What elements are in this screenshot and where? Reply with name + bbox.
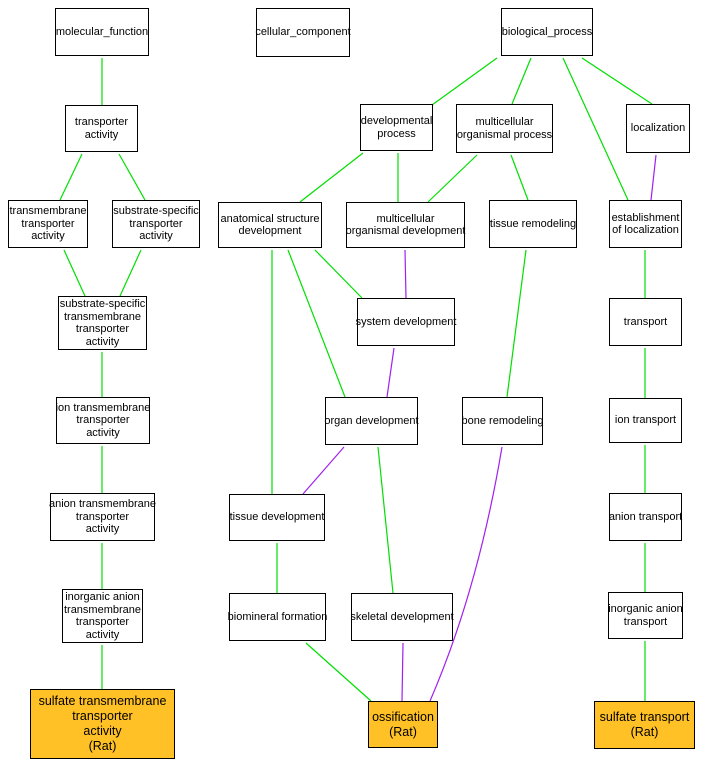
node-label-line: (Rat) xyxy=(389,724,417,739)
node-label-line: ion transmembrane xyxy=(55,401,151,414)
node-label-line: transporter xyxy=(72,709,133,723)
node-label-line: transmembrane xyxy=(63,603,142,616)
node-skeletal-development[interactable] xyxy=(351,593,453,641)
node-label-line: transporter xyxy=(129,217,183,230)
node-sulfate-transport[interactable] xyxy=(594,701,695,749)
node-sulfate-transmembrane-transporter-activity[interactable] xyxy=(30,689,175,759)
node-label-line: activity xyxy=(85,628,120,641)
node-label-line: multicellular xyxy=(475,116,534,128)
node-label-line: anatomical structure xyxy=(220,212,320,225)
edge-substrate-specific-transmembrane-transporter-activity-to-substrate-specific-transporter-activity xyxy=(120,250,141,296)
edge-establishment-of-localization-to-biological-process xyxy=(563,58,628,200)
node-label-line: anion transmembrane xyxy=(49,498,157,511)
node-inorganic-anion-transport[interactable] xyxy=(608,592,683,639)
node-tissue-development[interactable] xyxy=(229,494,325,541)
node-anatomical-structure-development[interactable] xyxy=(218,202,322,248)
node-label-line: activity xyxy=(139,230,173,243)
node-label-line: transmembrane xyxy=(63,310,142,323)
node-label-line: skeletal development xyxy=(350,610,454,623)
node-label-line: transmembrane xyxy=(9,205,87,218)
node-anion-transmembrane-transporter-activity[interactable] xyxy=(50,493,155,541)
node-developmental-process[interactable] xyxy=(360,104,433,151)
node-label-line: system development xyxy=(355,315,457,328)
node-ion-transport[interactable] xyxy=(609,398,682,443)
node-label-line: activity xyxy=(31,230,65,243)
edge-ossification-to-bone-remodeling xyxy=(430,447,502,701)
node-label-line: sulfate transport xyxy=(599,710,690,724)
node-label-line: transporter xyxy=(75,510,130,523)
edge-establishment-of-localization-to-localization xyxy=(651,155,656,200)
node-label-line: transporter xyxy=(21,217,75,230)
node-label-line: inorganic anion xyxy=(65,591,140,603)
node-label-line: activity xyxy=(84,128,119,141)
node-label-line: sulfate transmembrane xyxy=(38,694,167,708)
node-label-line: establishment xyxy=(611,211,680,224)
node-label-line: transport xyxy=(623,615,668,628)
node-transport[interactable] xyxy=(609,298,682,346)
edge-anatomical-structure-development-to-developmental-process xyxy=(300,153,363,202)
edge-substrate-specific-transporter-activity-to-transporter-activity xyxy=(119,154,145,200)
node-biological-process[interactable] xyxy=(501,8,593,56)
node-biomineral-formation[interactable] xyxy=(229,593,326,641)
node-label-line: transporter xyxy=(74,116,129,128)
node-label-line: transporter xyxy=(76,414,130,427)
node-multicellular-organismal-process[interactable] xyxy=(456,104,553,153)
node-molecular-function[interactable] xyxy=(55,8,149,56)
edge-transmembrane-transporter-activity-to-transporter-activity xyxy=(60,154,82,200)
node-label-line: ossification xyxy=(372,709,434,724)
node-label-line: organismal development xyxy=(345,225,466,237)
node-label-line: activity xyxy=(86,426,120,439)
node-label-line: transport xyxy=(623,315,668,328)
node-label-line: cellular_component xyxy=(255,26,351,39)
node-label-line: activity xyxy=(85,523,120,536)
node-label-line: anion transport xyxy=(608,510,683,523)
node-transporter-activity[interactable] xyxy=(65,105,138,152)
edge-localization-to-biological-process xyxy=(582,58,652,104)
node-label-line: (Rat) xyxy=(630,725,659,739)
node-substrate-specific-transporter-activity[interactable] xyxy=(112,200,200,248)
node-label-line: transporter xyxy=(75,323,130,335)
edge-ossification-to-skeletal-development xyxy=(402,643,403,701)
node-tissue-remodeling[interactable] xyxy=(489,200,577,248)
node-cellular-component[interactable] xyxy=(256,8,350,57)
node-label-line: bone remodeling xyxy=(461,414,544,427)
node-label-line: developmental xyxy=(360,115,433,127)
node-organ-development[interactable] xyxy=(325,397,418,445)
node-label-line: organismal process xyxy=(456,128,553,141)
node-inorganic-anion-transmembrane-transporter-activity[interactable] xyxy=(62,589,143,643)
node-label-line: biomineral formation xyxy=(227,610,328,623)
node-label-line: process xyxy=(377,127,416,140)
node-multicellular-organismal-development[interactable] xyxy=(346,202,465,248)
node-label-line: ion transport xyxy=(614,414,677,427)
node-label-line: activity xyxy=(83,724,122,738)
node-anion-transport[interactable] xyxy=(609,493,682,541)
node-substrate-specific-transmembrane-transporter-activity[interactable] xyxy=(58,296,147,350)
edge-bone-remodeling-to-tissue-remodeling xyxy=(507,250,526,397)
node-label-line: transporter xyxy=(75,616,130,628)
edge-multicellular-organismal-process-to-biological-process xyxy=(512,58,531,104)
edge-ossification-to-biomineral-formation xyxy=(306,643,371,701)
node-label-line: biological_process xyxy=(501,25,593,38)
node-label-line: substrate-specific xyxy=(113,205,199,218)
edge-system-development-to-multicellular-organismal-development xyxy=(405,250,406,298)
edge-multicellular-organismal-development-to-multicellular-organismal-process xyxy=(428,155,477,202)
node-label-line: tissue remodeling xyxy=(489,217,577,230)
node-label-line: of localization xyxy=(612,224,679,236)
edge-tissue-development-to-organ-development xyxy=(303,447,344,494)
node-label-line: localization xyxy=(630,122,686,135)
node-ion-transmembrane-transporter-activity[interactable] xyxy=(56,397,150,444)
node-localization[interactable] xyxy=(626,104,690,153)
node-label-line: inorganic anion xyxy=(608,603,683,615)
node-label-line: (Rat) xyxy=(88,739,117,753)
edge-skeletal-development-to-organ-development xyxy=(378,447,393,593)
node-label-line: activity xyxy=(85,335,120,348)
node-label-line: molecular_function xyxy=(55,25,149,38)
node-bone-remodeling[interactable] xyxy=(462,397,543,445)
node-label-line: tissue development xyxy=(229,511,325,524)
edge-tissue-remodeling-to-multicellular-organismal-process xyxy=(511,155,528,200)
node-transmembrane-transporter-activity[interactable] xyxy=(8,200,88,248)
node-ossification[interactable] xyxy=(368,701,438,748)
node-label-line: multicellular xyxy=(376,212,435,225)
node-label-line: development xyxy=(238,225,302,237)
node-label-line: substrate-specific xyxy=(59,298,146,310)
edge-substrate-specific-transmembrane-transporter-activity-to-transmembrane-transporter-activity xyxy=(64,250,85,296)
edge-organ-development-to-system-development xyxy=(387,348,394,397)
edge-developmental-process-to-biological-process xyxy=(432,58,497,105)
node-system-development[interactable] xyxy=(357,298,455,346)
edge-system-development-to-anatomical-structure-development xyxy=(315,250,362,298)
node-label-line: organ development xyxy=(324,414,419,427)
node-establishment-of-localization[interactable] xyxy=(609,200,682,248)
